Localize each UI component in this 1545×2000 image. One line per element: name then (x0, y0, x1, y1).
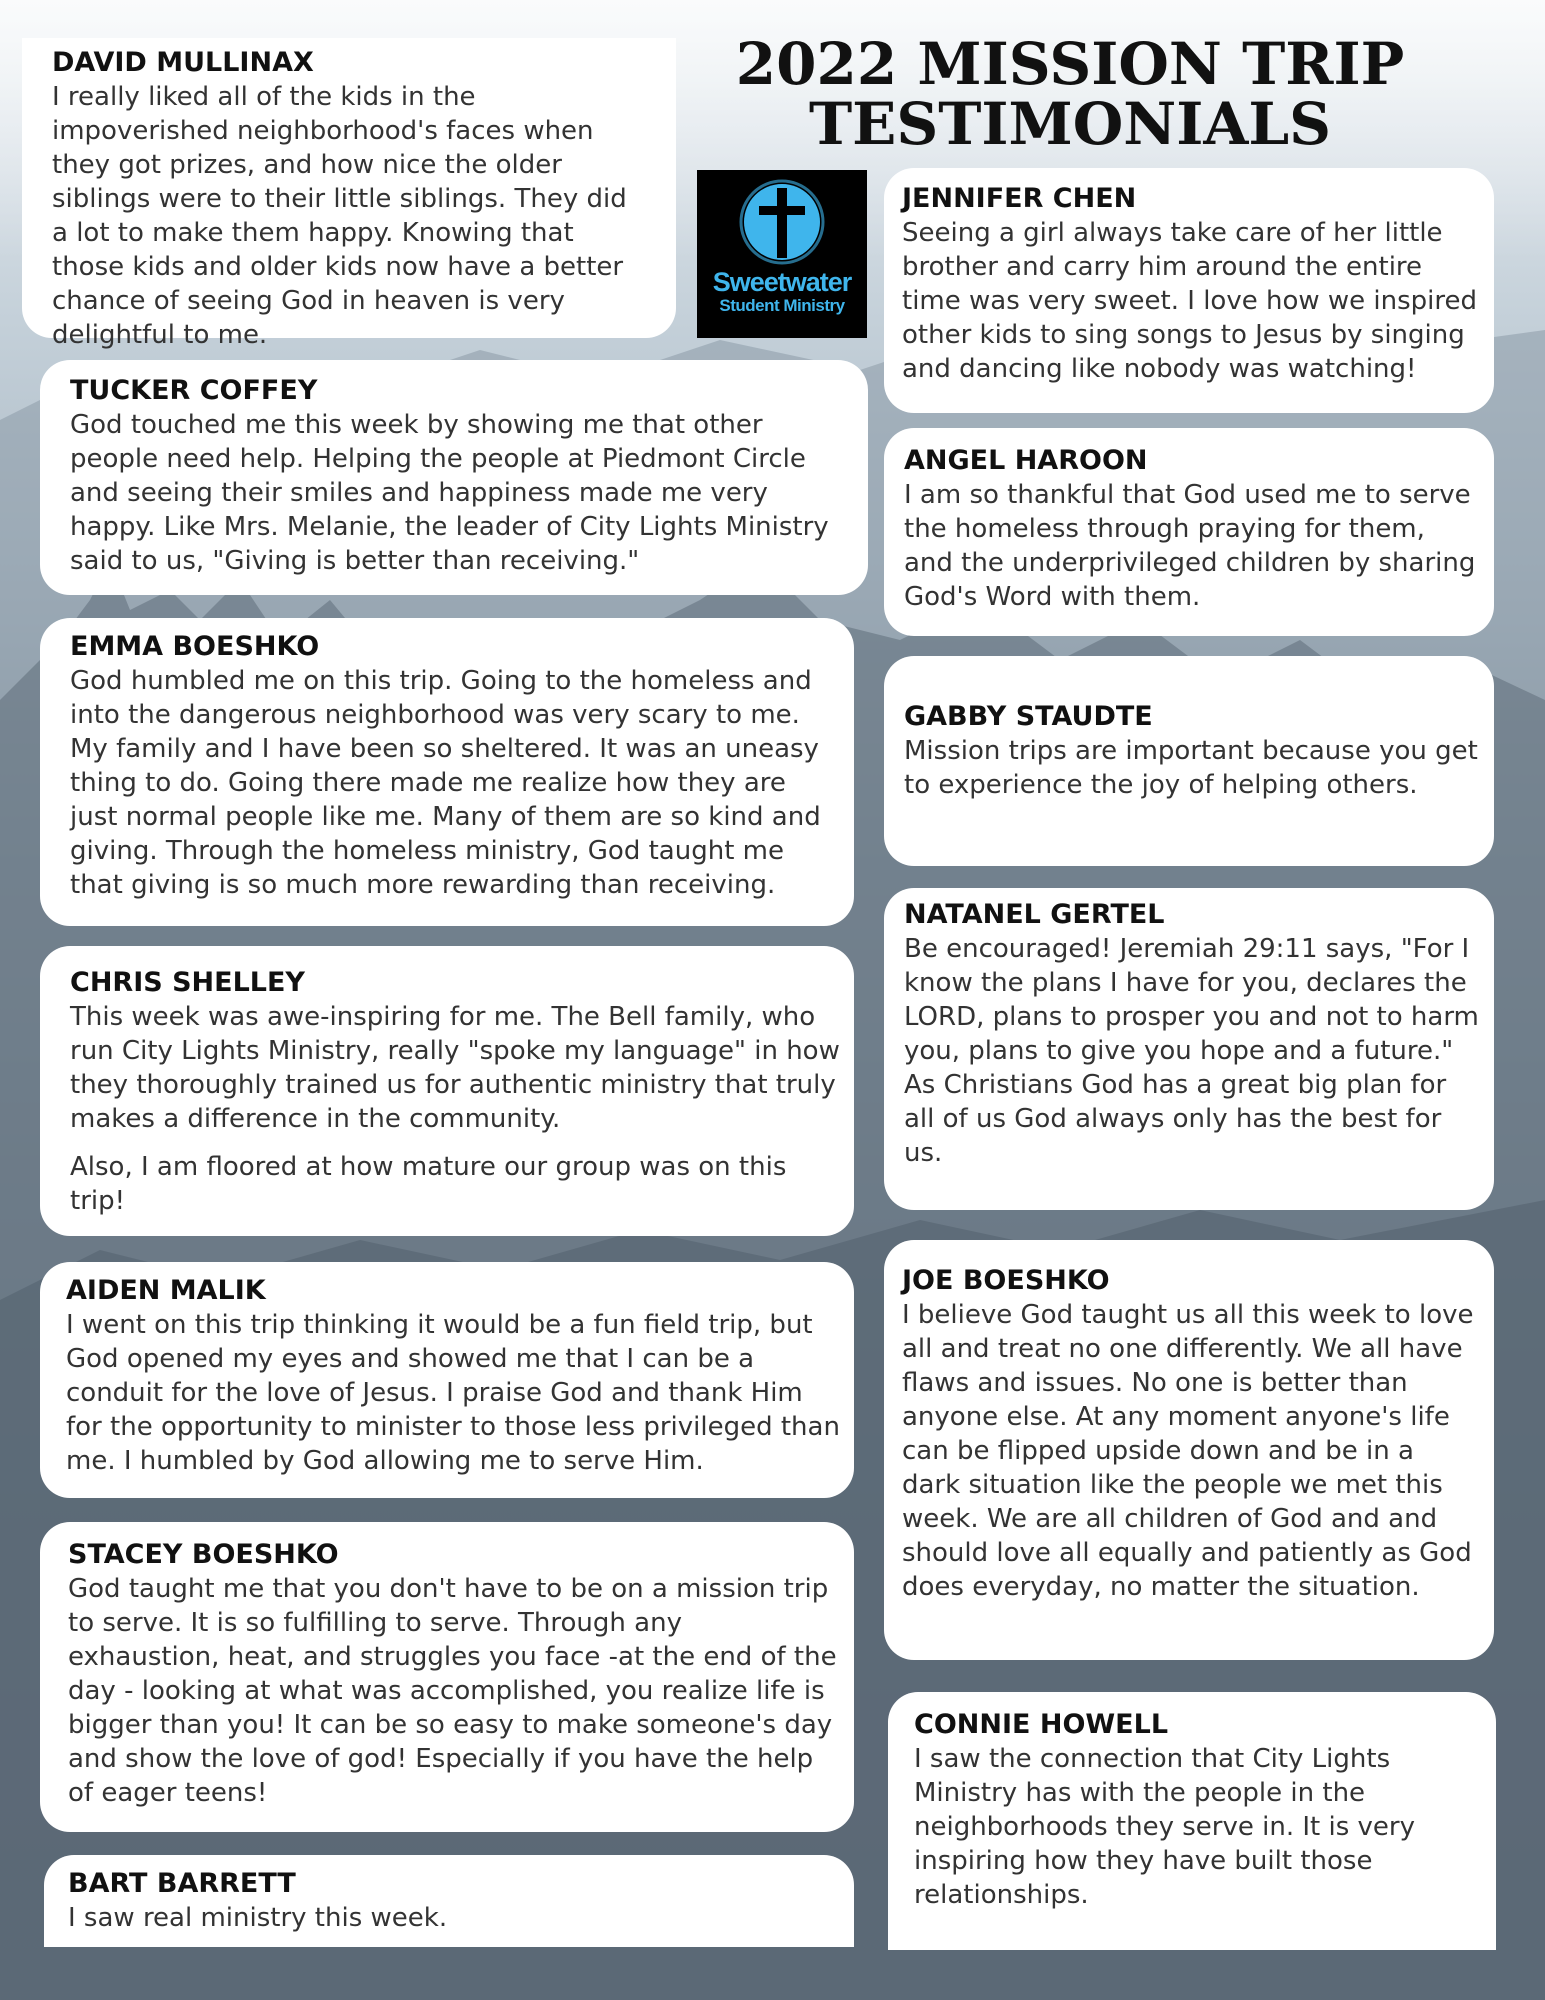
testimonial-name: TUCKER COFFEY (70, 375, 318, 406)
testimonial-text: Be encouraged! Jeremiah 29:11 says, "For I know the plans I have for you, declares the LORD, plans to prosper you and not to harm you, plans to give you hope and a future." As Christians God has a great big plan for all of us God always only has the best for us. (904, 934, 1479, 1168)
testimonial-name: JOE BOESHKO (902, 1265, 1110, 1296)
testimonial-text: I saw the connection that City Lights Ministry has with the people in the neighborhoods they serve in. It is very inspiring how they have built those relationships. (914, 1744, 1415, 1910)
testimonial-card-tucker-coffey (40, 360, 868, 595)
testimonial-name: AIDEN MALIK (66, 1275, 266, 1306)
testimonial-name: GABBY STAUDTE (904, 701, 1153, 732)
testimonial-text: I am so thankful that God used me to serve the homeless through praying for them, and the underprivileged children by sharing God's Word with them. (904, 480, 1476, 612)
cross-icon (697, 170, 867, 270)
testimonial-card-david-mullinax (22, 38, 676, 350)
page-title-line1: 2022 MISSION TRIP (735, 30, 1405, 98)
testimonial-name: JENNIFER CHEN (902, 183, 1137, 214)
testimonial-text: Mission trips are important because you get to experience the joy of helping others. (904, 736, 1478, 800)
testimonial-text: I believe God taught us all this week to love all and treat no one differently. We all have flaws and issues. No one is better than anyone else. At any moment anyone's life can be flipped upside down and be in a dark situation like the people we met this week. We are all children of God and and should love all equally and patiently as God does everyday, no matter the situation. (902, 1300, 1474, 1602)
testimonial-name: CONNIE HOWELL (914, 1709, 1169, 1740)
testimonial-text: God touched me this week by showing me that other people need help. Helping the people at Piedmont Circle and seeing their smiles and happiness made me very happy. Like Mrs. Melanie, the leader of City Lights Ministry said to us, "Giving is better than receiving." (70, 410, 829, 576)
testimonial-name: CHRIS SHELLEY (70, 967, 305, 998)
testimonial-name: NATANEL GERTEL (904, 899, 1165, 930)
testimonial-name: BART BARRETT (68, 1868, 296, 1899)
testimonial-text: I saw real ministry this week. (68, 1903, 448, 1933)
testimonial-text: I really liked all of the kids in the impoverished neighborhood's faces when they got prizes, and how nice the older siblings were to their little siblings. They did a lot to make them happy. Knowing that those kids and older kids now have a better chance of seeing God in heaven is very delightful to me. (52, 82, 627, 350)
testimonial-card-aiden-malik (40, 1262, 854, 1498)
testimonial-text: God humbled me on this trip. Going to the homeless and into the dangerous neighborhood was very scary to me. My family and I have been so sheltered. It was an uneasy thing to do. Going there made me realize how they are just normal people like me. Many of them are so kind and giving. Through the homeless ministry, God taught me that giving is so much more rewarding than receiving. (70, 666, 821, 900)
testimonial-card-stacey-boeshko (40, 1522, 854, 1832)
page-title (720, 30, 1420, 158)
testimonial-card-emma-boeshko (40, 618, 854, 926)
testimonial-name: EMMA BOESHKO (70, 631, 320, 662)
testimonial-name: ANGEL HAROON (904, 445, 1148, 476)
testimonial-card-joe-boeshko (884, 1240, 1494, 1660)
testimonial-card-connie-howell (888, 1692, 1496, 1950)
testimonial-name: DAVID MULLINAX (52, 47, 314, 78)
testimonial-text: God taught me that you don't have to be on a mission trip to serve. It is so fulfilling to serve. Through any exhaustion, heat, and struggles you face -at the end of the day - looking at what was accomplished, you realize life is bigger than you! It can be so easy to make someone's day and show the love of god! Especially if you have the help of eager teens! (68, 1574, 837, 1808)
testimonial-text: Seeing a girl always take care of her little brother and carry him around the entire time was very sweet. I love how we inspired other kids to sing songs to Jesus by singing and dancing like nobody was watching! (902, 218, 1478, 384)
logo-line1: Sweetwater (712, 267, 852, 297)
testimonial-card-bart-barrett (44, 1855, 854, 1947)
testimonial-card-natanel-gertel (884, 888, 1494, 1210)
testimonial-card-angel-haroon (884, 428, 1494, 636)
page-title-line2: TESTIMONIALS (808, 90, 1332, 158)
testimonial-text-2: Also, I am floored at how mature our group was on this trip! (70, 1152, 787, 1216)
testimonial-card-jennifer-chen (884, 168, 1494, 413)
ministry-logo (697, 170, 867, 338)
testimonial-text: This week was awe-inspiring for me. The Bell family, who run City Lights Ministry, really "spoke my language" in how they thoroughly trained us for authentic ministry that truly makes a difference in the community. (70, 1002, 840, 1134)
testimonial-name: STACEY BOESHKO (68, 1539, 339, 1570)
testimonial-card-chris-shelley (40, 946, 854, 1236)
logo-line2: Student Ministry (719, 296, 845, 315)
testimonial-card-gabby-staudte (884, 656, 1494, 866)
testimonial-text: I went on this trip thinking it would be a fun field trip, but God opened my eyes and showed me that I can be a conduit for the love of Jesus. I praise God and thank Him for the opportunity to minister to those less privileged than me. I humbled by God allowing me to serve Him. (66, 1310, 840, 1476)
